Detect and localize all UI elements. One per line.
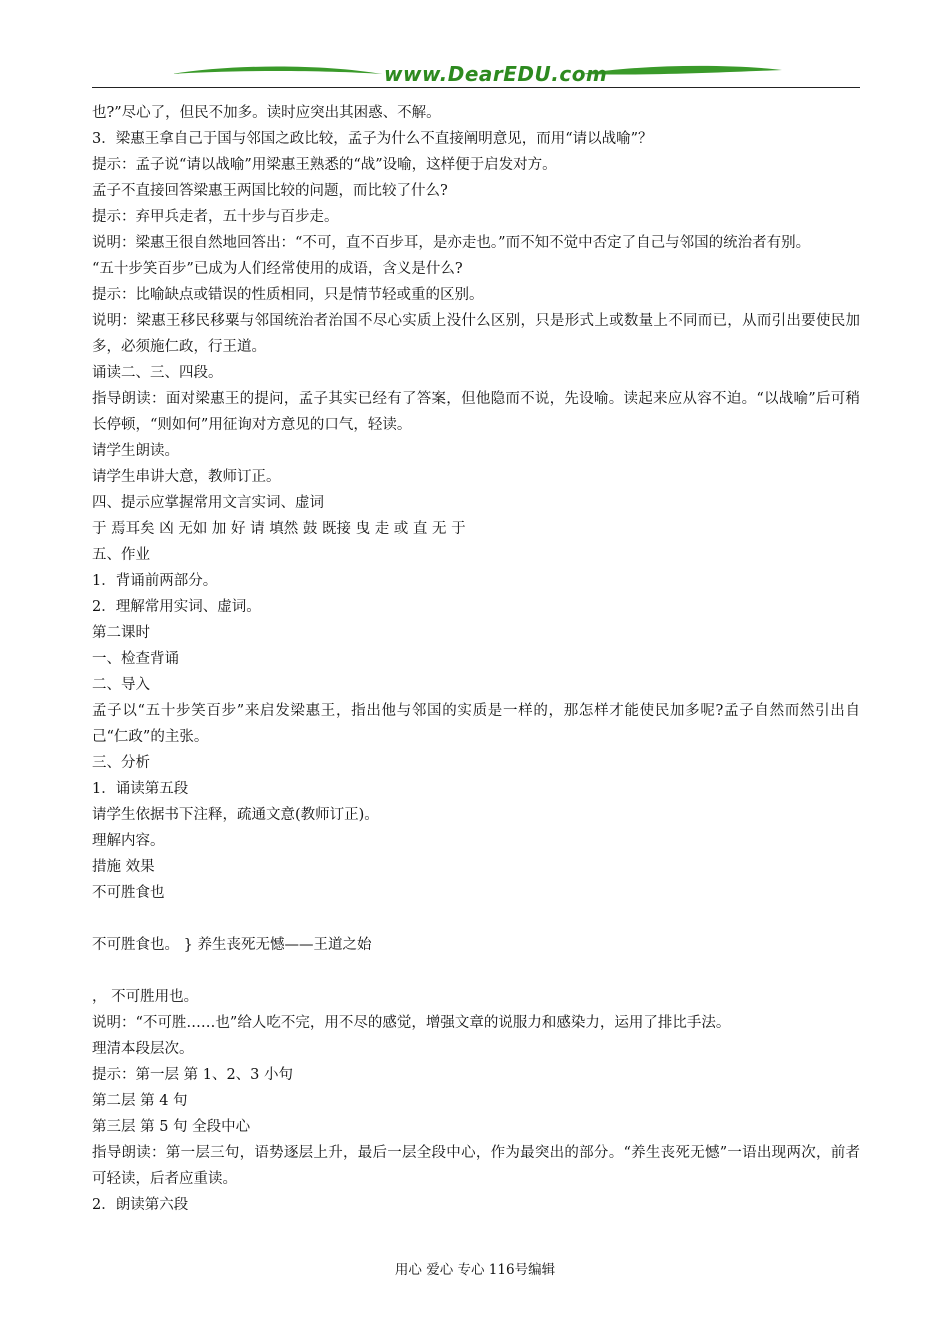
text-line: 理解内容。 bbox=[92, 833, 165, 849]
text-line: 孟子不直接回答梁惠王两国比较的问题，而比较了什么? bbox=[92, 183, 448, 199]
text-line: 第三层 第 5 句 全段中心 bbox=[92, 1119, 251, 1135]
page-footer: 用心 爱心 专心 116号编辑 bbox=[394, 1262, 556, 1278]
text-line: 一、检查背诵 bbox=[92, 651, 179, 667]
text-line: 指导朗读：面对梁惠王的提问，孟子其实已经有了答案，但他隐而不说，先设喻。读起来应从容不迫。“以战喻”后可稍长停顿，“则如何”用征询对方意见的口气，轻读。 bbox=[92, 391, 860, 433]
text-line: 2．理解常用实词、虚词。 bbox=[92, 599, 261, 615]
text-line: 说明：梁惠王移民移粟与邻国统治者治国不尽心实质上没什么区别，只是形式上或数量上不同而已，从而引出要使民加多，必须施仁政，行王道。 bbox=[92, 313, 860, 355]
text-line: 提示：孟子说“请以战喻”用梁惠王熟悉的“战”设喻，这样便于启发对方。 bbox=[92, 157, 557, 173]
text-line: 提示：比喻缺点或错误的性质相同，只是情节轻或重的区别。 bbox=[92, 287, 484, 303]
blank-line bbox=[92, 958, 860, 984]
text-line: 不可胜食也 bbox=[92, 885, 165, 901]
text-line: 提示：第一层 第 1、2、3 小句 bbox=[92, 1067, 294, 1083]
text-line: “五十步笑百步”已成为人们经常使用的成语，含义是什么? bbox=[92, 261, 463, 277]
text-line: 二、导入 bbox=[92, 677, 150, 693]
text-line: 说明：梁惠王很自然地回答出：“不可，直不百步耳，是亦走也。”而不知不觉中否定了自己与邻国的统治者有别。 bbox=[92, 235, 811, 251]
text-line: 3．梁惠王拿自己于国与邻国之政比较，孟子为什么不直接阐明意见，而用“请以战喻”？ bbox=[92, 131, 653, 147]
text-line: 2．朗读第六段 bbox=[92, 1197, 189, 1213]
text-line: 指导朗读：第一层三句，语势逐层上升，最后一层全段中心，作为最突出的部分。“养生丧死无憾”一语出现两次，前者可轻读，后者应重读。 bbox=[92, 1145, 860, 1187]
text-line: 说明：“不可胜……也”给人吃不完，用不尽的感觉，增强文章的说服力和感染力，运用了排比手法。 bbox=[92, 1015, 731, 1031]
text-line: 不可胜食也。 } 养生丧死无憾——王道之始 bbox=[92, 937, 372, 953]
page-header bbox=[92, 58, 860, 90]
text-line: 第二层 第 4 句 bbox=[92, 1093, 188, 1109]
text-line: 提示：弃甲兵走者，五十步与百步走。 bbox=[92, 209, 339, 225]
text-line: 措施 效果 bbox=[92, 859, 155, 875]
text-line: 五、作业 bbox=[92, 547, 150, 563]
text-line: 孟子以“五十步笑百步”来启发梁惠王，指出他与邻国的实质是一样的，那怎样才能使民加多呢?孟子自然而然引出自己“仁政”的主张。 bbox=[92, 703, 860, 745]
text-line: 也?”尽心了，但民不加多。读时应突出其困惑、不解。 bbox=[92, 105, 441, 121]
text-line: 理清本段层次。 bbox=[92, 1041, 194, 1057]
text-line: 第二课时 bbox=[92, 625, 150, 641]
header-divider bbox=[92, 87, 860, 88]
document-body bbox=[92, 100, 860, 1218]
text-line: 请学生串讲大意，教师订正。 bbox=[92, 469, 281, 485]
text-line: 1．诵读第五段 bbox=[92, 781, 189, 797]
text-line: 请学生朗读。 bbox=[92, 443, 179, 459]
text-line: 请学生依据书下注释，疏通文意(教师订正)。 bbox=[92, 807, 379, 823]
text-line: ， 不可胜用也。 bbox=[92, 989, 199, 1005]
site-logo[interactable]: www.DearEDU.com bbox=[384, 62, 608, 86]
text-line: 三、分析 bbox=[92, 755, 150, 771]
text-line: 四、提示应掌握常用文言实词、虚词 bbox=[92, 495, 324, 511]
text-line: 于 焉耳矣 凶 无如 加 好 请 填然 鼓 既接 曳 走 或 直 无 于 bbox=[92, 521, 466, 537]
blank-line bbox=[92, 906, 860, 932]
text-line: 诵读二、三、四段。 bbox=[92, 365, 223, 381]
text-line: 1．背诵前两部分。 bbox=[92, 573, 218, 589]
